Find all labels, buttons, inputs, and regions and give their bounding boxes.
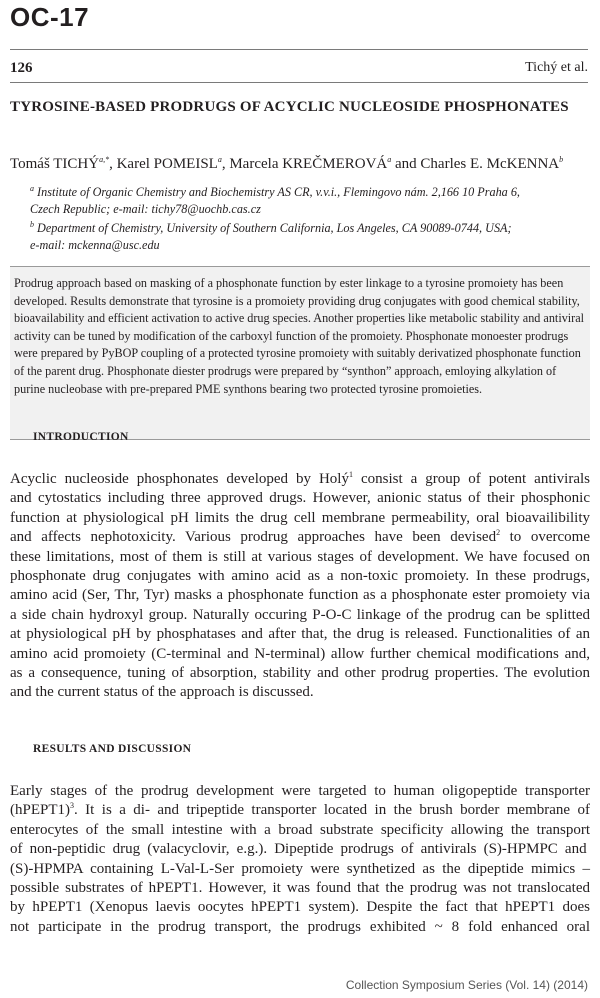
citation-mark: 1 — [348, 470, 353, 479]
results-line — [10, 879, 590, 898]
body-text: by hPEPT1 (Xenopus laevis oocytes hPEPT1 system). Despite the fact that hPEPT1 does — [10, 899, 590, 916]
results-line — [10, 898, 590, 917]
affiliation-mark: b — [30, 219, 34, 229]
affiliation-text: e-mail: mckenna@usc.edu — [30, 238, 160, 252]
author-affiliation-mark: b — [559, 155, 564, 164]
author-name: Tomáš TICHÝ — [10, 156, 100, 172]
body-text: enterocytes of the small intestine with a broad substrate specificity allowing the transport — [10, 821, 590, 838]
affiliation-text: Institute of Organic Chemistry and Biochemistry AS CR, v.v.i., Flemingovo nám. 2,166 10 Praha 6, — [37, 185, 520, 199]
author-affiliation-mark: a — [387, 155, 392, 164]
body-text: amino acid (Ser, Thr, Tyr) masks a phosphonate function as a phosphonate ester promoiety via — [10, 587, 590, 604]
body-text: consist a group of potent antivirals — [352, 471, 590, 487]
results-line — [10, 801, 590, 820]
author-name: Karel POMEISL — [116, 156, 218, 172]
results-body — [10, 782, 590, 937]
introduction-line — [10, 509, 590, 528]
body-text: (S)-HPMPA containing L-Val-L-Ser promoiety were synthetized as the dipeptide mimics – — [10, 860, 590, 877]
results-line — [10, 918, 590, 937]
author-separator: , — [109, 156, 117, 172]
paper-title: TYROSINE-BASED PRODRUGS OF ACYCLIC NUCLEOSIDE PHOSPHONATES — [10, 99, 569, 115]
page-number-rule — [10, 82, 588, 83]
affiliation-line — [30, 237, 580, 254]
body-text: phosphonate drug conjugates with amino acid as a non-toxic promoiety. In these prodrugs, — [10, 568, 590, 585]
body-text: (hPEPT1) — [10, 802, 70, 819]
author-name: Marcela KREČMEROVÁ — [229, 156, 388, 172]
abstract-box — [10, 266, 590, 440]
results-line — [10, 821, 590, 840]
introduction-line — [10, 548, 590, 567]
results-line — [10, 840, 590, 859]
affiliation-b — [30, 220, 580, 254]
affiliation-text: Czech Republic; e-mail: tichy78@uochb.cas.cz — [30, 202, 261, 216]
introduction-line — [10, 664, 590, 683]
introduction-line — [10, 586, 590, 605]
introduction-line — [10, 645, 590, 664]
author-separator: , — [221, 156, 230, 172]
body-text: a side chain hydroxyl group. Naturally occuring P-O-C linkage of the prodrug can be splitted — [10, 606, 590, 623]
introduction-heading: INTRODUCTION — [33, 431, 129, 443]
affiliation-line — [30, 220, 580, 237]
journal-footer: Collection Symposium Series (Vol. 14) (2014) — [345, 978, 588, 992]
body-text: of non-peptidic drug (valacyclovir, e.g.). Dipeptide prodrugs of antivirals (S)-HPMPC and — [10, 841, 587, 858]
abstract-line: were prepared by PyBOP coupling of a protected tyrosine promoiety with suitably derivatized phosphonate function — [14, 346, 581, 361]
body-text: and cytostatics including three approved drugs. However, anionic status of their phosphonic — [10, 490, 590, 507]
affiliation-text: Department of Chemistry, University of Southern California, Los Angeles, CA 90089-0744, USA; — [37, 221, 512, 235]
introduction-line — [10, 567, 590, 586]
abstract-line: of the parent drug. Phosphonate diester prodrugs were prepared by “synthon” approach, emloying alkylation of — [14, 363, 557, 378]
abstract-line: developed. Results demonstrate that tyrosine is a promoiety providing drug conjugates with good chemical stability, — [14, 293, 580, 308]
body-text: at physiological pH by phosphatases and after that, the drug is released. Functionalities of an — [10, 626, 590, 643]
body-text: Acyclic nucleoside phosphonates developed by Holý — [10, 471, 349, 487]
body-text: function at physiological pH limits the drug cell membrane permeability, oral bioavailibility — [10, 509, 590, 526]
introduction-line — [10, 625, 590, 644]
introduction-line — [10, 528, 590, 547]
body-text: as a consequence, tuning of absorption, stability and other prodrug properties. The evolution — [10, 665, 590, 682]
body-text: to overcome — [500, 529, 591, 546]
introduction-body — [10, 470, 590, 703]
abstract-code: OC-17 — [10, 2, 90, 32]
results-heading: RESULTS AND DISCUSSION — [33, 743, 192, 755]
affiliation-line — [30, 201, 580, 218]
introduction-line — [10, 606, 590, 625]
introduction-line — [10, 470, 590, 489]
running-head: Tichý et al. — [525, 60, 588, 75]
author-name: Charles E. McKENNA — [420, 156, 560, 172]
author-list — [10, 156, 563, 173]
abstract-line: Prodrug approach based on masking of a phosphonate function by ester linkage to a tyrosine promoiety has been — [14, 276, 564, 290]
introduction-line — [10, 683, 590, 702]
body-text: possible substrates of hPEPT1. However, it was found that the prodrug was not translocated — [10, 880, 590, 897]
abstract-line: purine nucleobase with pre-prepared PME synthons bearing two protected tyrosine promoieties. — [14, 381, 483, 396]
page-number: 126 — [10, 60, 33, 76]
introduction-line — [10, 489, 590, 508]
citation-mark: 3 — [70, 801, 74, 811]
author-affiliation-mark: a — [217, 155, 222, 164]
author-separator: and — [391, 156, 421, 172]
results-line — [10, 782, 590, 801]
abstract-line: activity can be tuned by modification of the carboxyl function of the promoiety. Phosphonate monoester prodrugs — [14, 328, 569, 343]
author-affiliation-mark: a,* — [99, 155, 110, 164]
citation-mark: 2 — [496, 528, 501, 538]
body-text: Early stages of the prodrug development were targeted to human oligopeptide transporter — [10, 783, 590, 799]
affiliation-mark: a — [30, 183, 34, 193]
body-text: and the current status of the approach is discussed. — [10, 684, 314, 701]
body-text: these limitations, most of them is still at various stages of development. We have focused on — [10, 548, 590, 565]
affiliation-line — [30, 184, 580, 201]
header-rule — [10, 49, 588, 50]
abstract-line: bioavailability and efficient activation to active drug species. Another properties like metabolic stability and antiviral — [14, 311, 585, 326]
body-text: amino acid promoiety (C-terminal and N-terminal) allow further chemical modifications and, — [10, 645, 590, 662]
body-text: not participate in the prodrug transport, the prodrugs exhibited ~ 8 fold enhanced oral — [10, 918, 590, 935]
affiliation-a — [30, 184, 580, 218]
results-line — [10, 860, 590, 879]
body-text: . It is a di- and tripeptide transporter located in the brush border membrane of — [74, 802, 590, 819]
body-text: and affects nephotoxicity. Various prodrug approaches have been devised — [10, 529, 497, 546]
